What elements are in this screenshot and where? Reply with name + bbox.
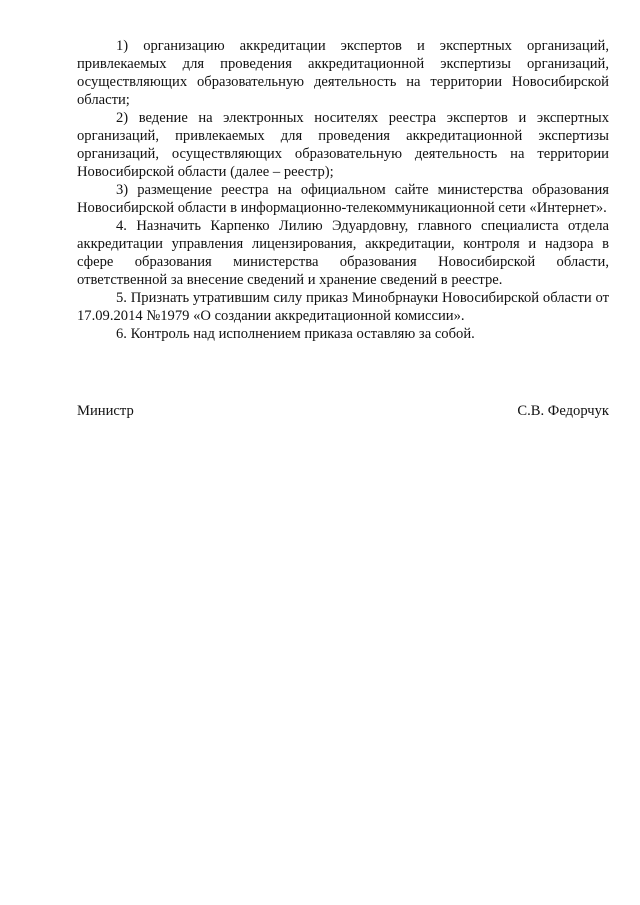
paragraph-item-2: 2) ведение на электронных носителях реестра экспертов и экспертных организаций, привлекаемых для проведения аккредитационной экспертизы организаций, осуществляющих образовательную деятельность на территории Новосибирской области (далее – реестр); xyxy=(77,110,609,180)
paragraph-item-3: 3) размещение реестра на официальном сайте министерства образования Новосибирской области в информационно-телекоммуникационной сети «Интернет». xyxy=(77,182,609,216)
paragraph-point-4: 4. Назначить Карпенко Лилию Эдуардовну, главного специалиста отдела аккредитации управления лицензирования, аккредитации, контроля и надзора в сфере образования министерства образования Новосибирской области, ответственной за внесение сведений и хранение сведений в реестре. xyxy=(77,218,609,288)
signature-block xyxy=(77,402,609,420)
paragraph-point-5: 5. Признать утратившим силу приказ Минобрнауки Новосибирской области от 17.09.2014 №1979 «О создании аккредитационной комиссии». xyxy=(77,290,609,324)
paragraph-item-1: 1) организацию аккредитации экспертов и экспертных организаций, привлекаемых для проведения аккредитационной экспертизы организаций, осуществляющих образовательную деятельность на территории Новосибирской области; xyxy=(77,38,609,108)
signatory-position: Министр xyxy=(77,403,134,419)
signatory-name: С.В. Федорчук xyxy=(517,403,609,419)
document-body xyxy=(77,37,609,343)
paragraph-point-6: 6. Контроль над исполнением приказа оставляю за собой. xyxy=(116,326,475,342)
